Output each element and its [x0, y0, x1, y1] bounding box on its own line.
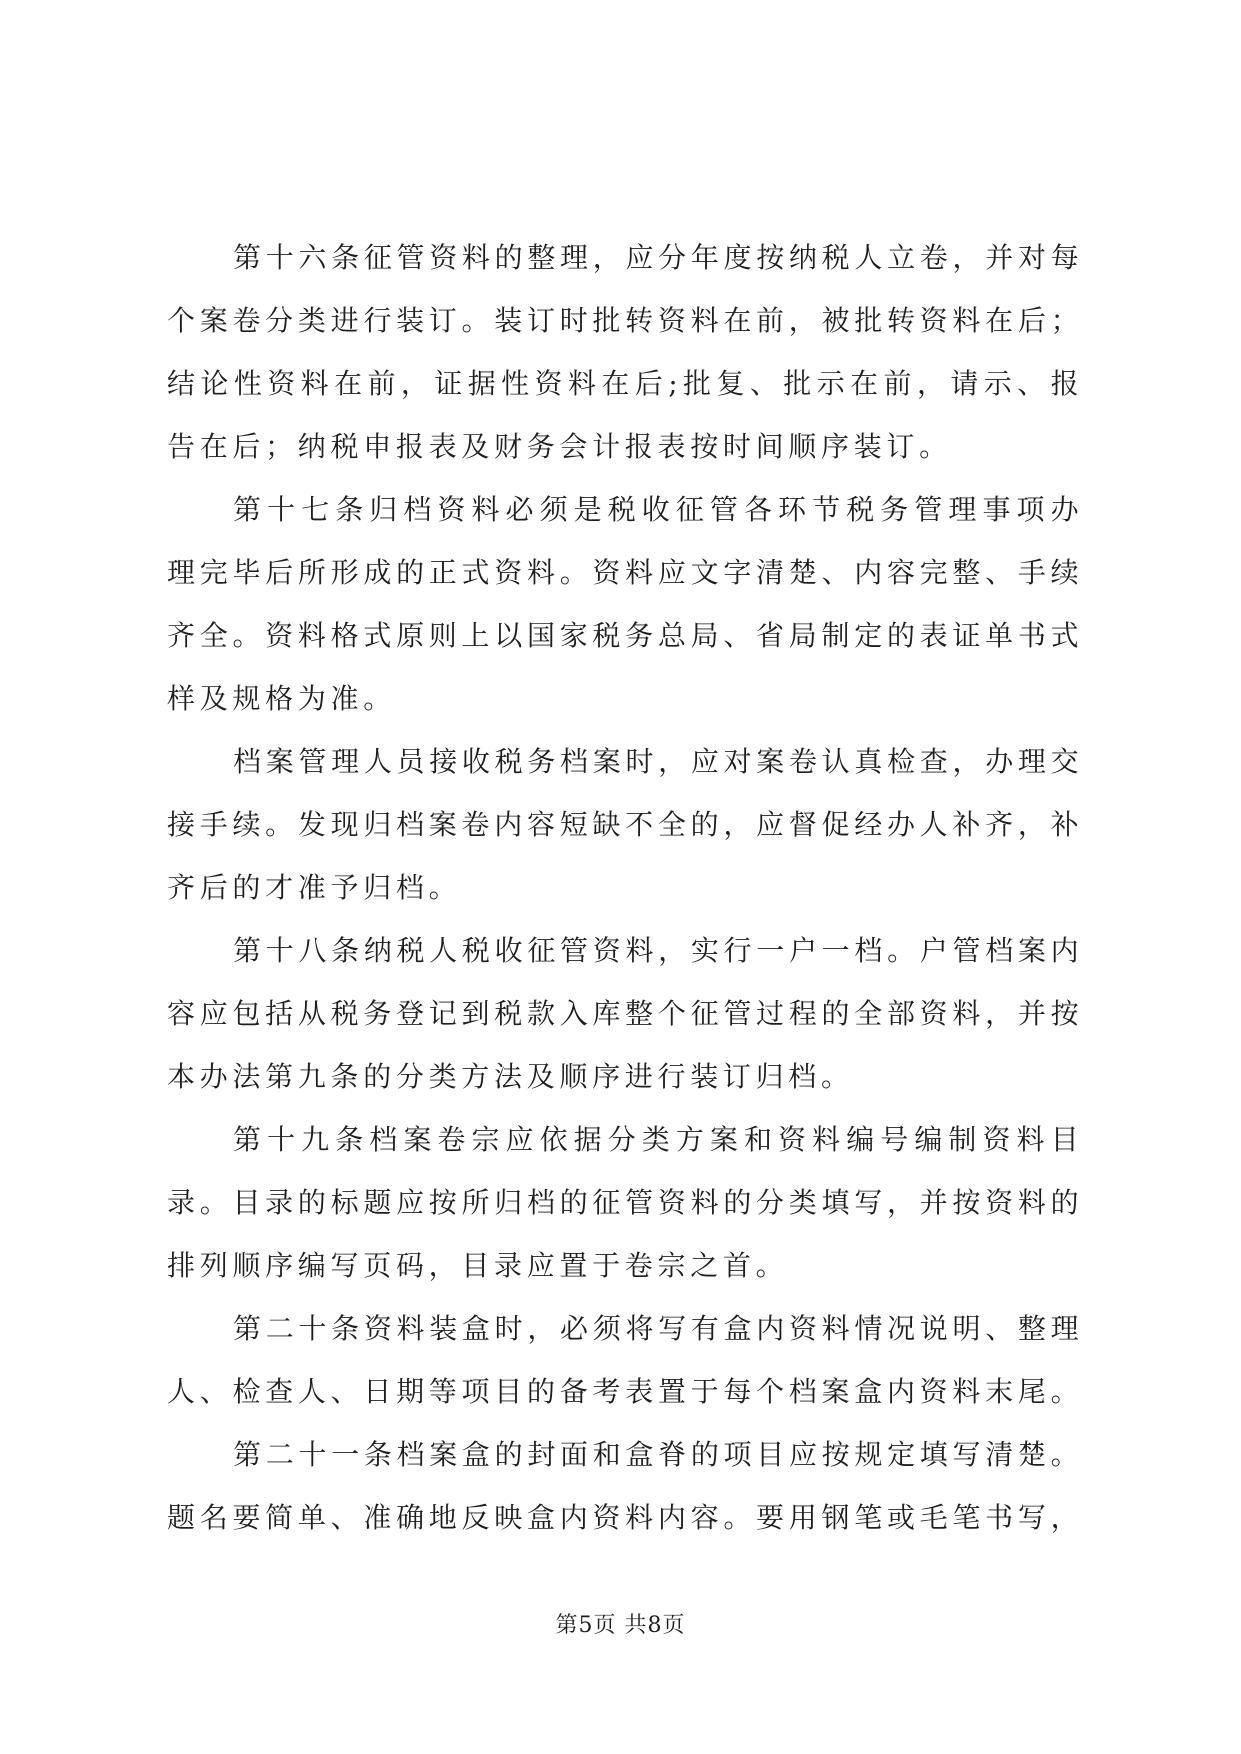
paragraph-article-20	[167, 1297, 1083, 1423]
paragraph-line: 齐后的才准予归档。	[167, 871, 462, 904]
paragraph-line: 结论性资料在前，证据性资料在后;批复、批示在前，请示、报	[167, 367, 1083, 400]
paragraph-line: 排列顺序编写页码，目录应置于卷宗之首。	[167, 1249, 789, 1282]
paragraph-article-21	[167, 1423, 1083, 1549]
paragraph-line: 个案卷分类进行装订。装订时批转资料在前，被批转资料在后；	[167, 304, 1083, 337]
page-number-footer: 第5页 共8页	[555, 1613, 686, 1638]
paragraph-line: 告在后；纳税申报表及财务会计报表按时间顺序装订。	[167, 430, 952, 463]
paragraph-article-16	[167, 226, 1083, 478]
paragraph-archive-handover	[167, 730, 1083, 919]
paragraph-line: 本办法第九条的分类方法及顺序进行装订归档。	[167, 1060, 854, 1093]
paragraph-line: 题名要简单、准确地反映盒内资料内容。要用钢笔或毛笔书写，	[167, 1501, 1083, 1534]
document-body	[167, 226, 1083, 1549]
paragraph-line: 人、检查人、日期等项目的备考表置于每个档案盒内资料末尾。	[167, 1375, 1083, 1408]
paragraph-line: 第二十条资料装盒时，必须将写有盒内资料情况说明、整理	[233, 1312, 1083, 1345]
paragraph-article-17	[167, 478, 1083, 730]
paragraph-line: 样及规格为准。	[167, 682, 396, 715]
paragraph-line: 第二十一条档案盒的封面和盒脊的项目应按规定填写清楚。	[233, 1438, 1083, 1471]
paragraph-line: 档案管理人员接收税务档案时，应对案卷认真检查，办理交	[233, 745, 1083, 778]
paragraph-line: 容应包括从税务登记到税款入库整个征管过程的全部资料，并按	[167, 997, 1083, 1030]
paragraph-line: 第十七条归档资料必须是税收征管各环节税务管理事项办	[233, 493, 1083, 526]
paragraph-line: 齐全。资料格式原则上以国家税务总局、省局制定的表证单书式	[167, 619, 1083, 652]
paragraph-line: 理完毕后所形成的正式资料。资料应文字清楚、内容完整、手续	[167, 556, 1083, 589]
paragraph-line: 第十六条征管资料的整理，应分年度按纳税人立卷，并对每	[233, 241, 1083, 274]
paragraph-article-19	[167, 1108, 1083, 1297]
paragraph-line: 第十八条纳税人税收征管资料，实行一户一档。户管档案内	[233, 934, 1083, 967]
paragraph-line: 第十九条档案卷宗应依据分类方案和资料编号编制资料目	[233, 1123, 1083, 1156]
paragraph-line: 接手续。发现归档案卷内容短缺不全的，应督促经办人补齐，补	[167, 808, 1083, 841]
paragraph-article-18	[167, 919, 1083, 1108]
paragraph-line: 录。目录的标题应按所归档的征管资料的分类填写，并按资料的	[167, 1186, 1083, 1219]
